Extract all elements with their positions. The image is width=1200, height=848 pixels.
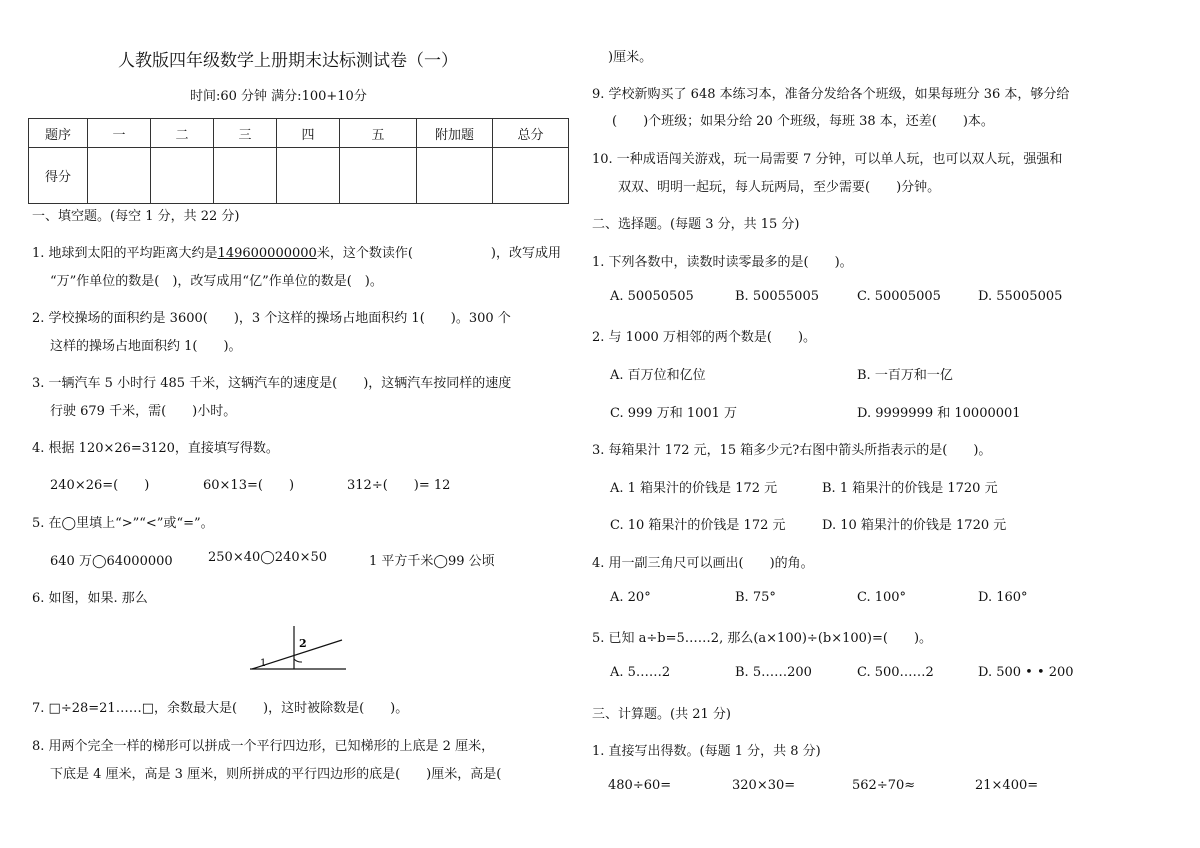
choice-option: C. 500……2 [857, 665, 934, 680]
question-5-item: 1 平方千米◯99 公顷 [369, 554, 495, 569]
question-text: 1. 地球到太阳的平均距离大约是 [32, 246, 218, 261]
choice-option: A. 5……2 [610, 665, 671, 680]
question-4: 4. 根据 120×26=3120，直接填写得数。 [32, 441, 279, 456]
question-4-item: 312÷( )= 12 [347, 478, 451, 493]
question-2-line-1: 2. 学校操场的面积约是 3600( )，3 个这样的操场占地面积约 1( )。300 个 [32, 311, 511, 326]
table-header-cell: 附加题 [417, 119, 493, 148]
question-5-item: 250×40◯240×50 [208, 550, 328, 565]
table-header-cell: 三 [214, 119, 277, 148]
choice-option: D. 160° [978, 590, 1028, 605]
table-header-cell: 题序 [29, 119, 88, 148]
choice-question-4: 4. 用一副三角尺可以画出( )的角。 [592, 556, 814, 571]
question-3-line-1: 3. 一辆汽车 5 小时行 485 千米，这辆汽车的速度是( )，这辆汽车按同样的速度 [32, 376, 512, 391]
calc-question-1: 1. 直接写出得数。(每题 1 分，共 8 分) [592, 744, 821, 759]
choice-option: C. 100° [857, 590, 907, 605]
choice-option: C. 50005005 [857, 289, 941, 304]
choice-option: D. 55005005 [978, 289, 1063, 304]
distance-number: 149600000000 [217, 246, 317, 261]
section-heading-choice: 二、选择题。(每题 3 分，共 15 分) [592, 217, 800, 232]
table-header-cell: 总分 [493, 119, 569, 148]
question-6: 6. 如图，如果. 那么 [32, 591, 148, 606]
angle-2-label: 2 [299, 637, 307, 650]
question-5: 5. 在◯里填上“>”“<”或“=”。 [32, 516, 214, 531]
choice-question-1: 1. 下列各数中，读数时读零最多的是( )。 [592, 255, 853, 270]
question-4-item: 60×13=( ) [203, 478, 295, 493]
question-8-continuation: )厘米。 [608, 50, 653, 65]
choice-question-5: 5. 已知 a÷b=5……2, 那么(a×100)÷(b×100)=( )。 [592, 631, 933, 646]
choice-option: D. 10 箱果汁的价钱是 1720 元 [822, 518, 1007, 533]
choice-option: C. 10 箱果汁的价钱是 172 元 [610, 518, 786, 533]
score-cell[interactable] [340, 148, 417, 204]
score-cell[interactable] [417, 148, 493, 204]
table-header-cell: 一 [88, 119, 151, 148]
choice-option: B. 一百万和一亿 [857, 368, 953, 383]
angle-arc [294, 659, 302, 662]
table-row-label: 得分 [29, 148, 88, 204]
choice-question-2: 2. 与 1000 万相邻的两个数是( )。 [592, 330, 817, 345]
question-3-line-2: 行驶 679 千米，需( )小时。 [50, 404, 237, 419]
angle-1-label: 1 [260, 658, 267, 669]
question-1-line-2: “万”作单位的数是( )，改写成用“亿”作单位的数是( )。 [50, 274, 383, 289]
choice-option: A. 1 箱果汁的价钱是 172 元 [610, 481, 778, 496]
question-10-line-1: 10. 一种成语闯关游戏，玩一局需要 7 分钟，可以单人玩，也可以双人玩，强强和 [592, 152, 1063, 167]
question-9-line-2: ( )个班级；如果分给 20 个班级，每班 38 本，还差( )本。 [612, 114, 994, 129]
question-text: 米，这个数读作( )，改写成用 [316, 246, 561, 261]
table-header-cell: 四 [277, 119, 340, 148]
choice-option: B. 50055005 [735, 289, 819, 304]
choice-question-3: 3. 每箱果汁 172 元，15 箱多少元?右图中箭头所指表示的是( )。 [592, 443, 992, 458]
question-8-line-2: 下底是 4 厘米，高是 3 厘米，则所拼成的平行四边形的底是( )厘米，高是( [50, 767, 502, 782]
score-table-score-row [29, 148, 569, 204]
question-8-line-1: 8. 用两个完全一样的梯形可以拼成一个平行四边形，已知梯形的上底是 2 厘米， [32, 739, 495, 754]
score-cell[interactable] [151, 148, 214, 204]
calc-item: 320×30= [732, 778, 796, 793]
question-10-line-2: 双双、明明一起玩，每人玩两局，至少需要( )分钟。 [618, 180, 941, 195]
question-7: 7. □÷28=21……□，余数最大是( )，这时被除数是( )。 [32, 701, 409, 716]
score-cell[interactable] [277, 148, 340, 204]
calc-item: 480÷60= [608, 778, 672, 793]
table-header-cell: 二 [151, 119, 214, 148]
section-heading-calculation: 三、计算题。(共 21 分) [592, 707, 731, 722]
score-table-header-row [29, 119, 569, 148]
calc-item: 21×400= [975, 778, 1039, 793]
question-1-line-1 [32, 242, 561, 261]
score-cell[interactable] [88, 148, 151, 204]
choice-option: B. 5……200 [735, 665, 812, 680]
page-title: 人教版四年级数学上册期末达标测试卷（一） [118, 51, 458, 71]
choice-option: B. 1 箱果汁的价钱是 1720 元 [822, 481, 998, 496]
choice-option: A. 百万位和亿位 [610, 368, 706, 383]
score-table [28, 118, 569, 204]
choice-option: B. 75° [735, 590, 776, 605]
table-header-cell: 五 [340, 119, 417, 148]
score-cell[interactable] [214, 148, 277, 204]
question-9-line-1: 9. 学校新购买了 648 本练习本，准备分发给各个班级，如果每班分 36 本，够分给 [592, 87, 1070, 102]
section-heading-fill-in: 一、填空题。(每空 1 分，共 22 分) [32, 209, 240, 224]
question-5-item: 640 万◯64000000 [50, 554, 173, 569]
question-2-line-2: 这样的操场占地面积约 1( )。 [50, 339, 242, 354]
exam-info: 时间:60 分钟 满分:100+10分 [190, 89, 367, 104]
choice-option: D. 9999999 和 10000001 [857, 406, 1021, 421]
score-cell[interactable] [493, 148, 569, 204]
choice-option: A. 50050505 [610, 289, 694, 304]
question-4-item: 240×26=( ) [50, 478, 150, 493]
choice-option: C. 999 万和 1001 万 [610, 406, 738, 421]
calc-item: 562÷70≈ [852, 778, 916, 793]
choice-option: D. 500 • • 200 [978, 665, 1074, 680]
choice-option: A. 20° [610, 590, 651, 605]
angle-figure [248, 622, 348, 674]
